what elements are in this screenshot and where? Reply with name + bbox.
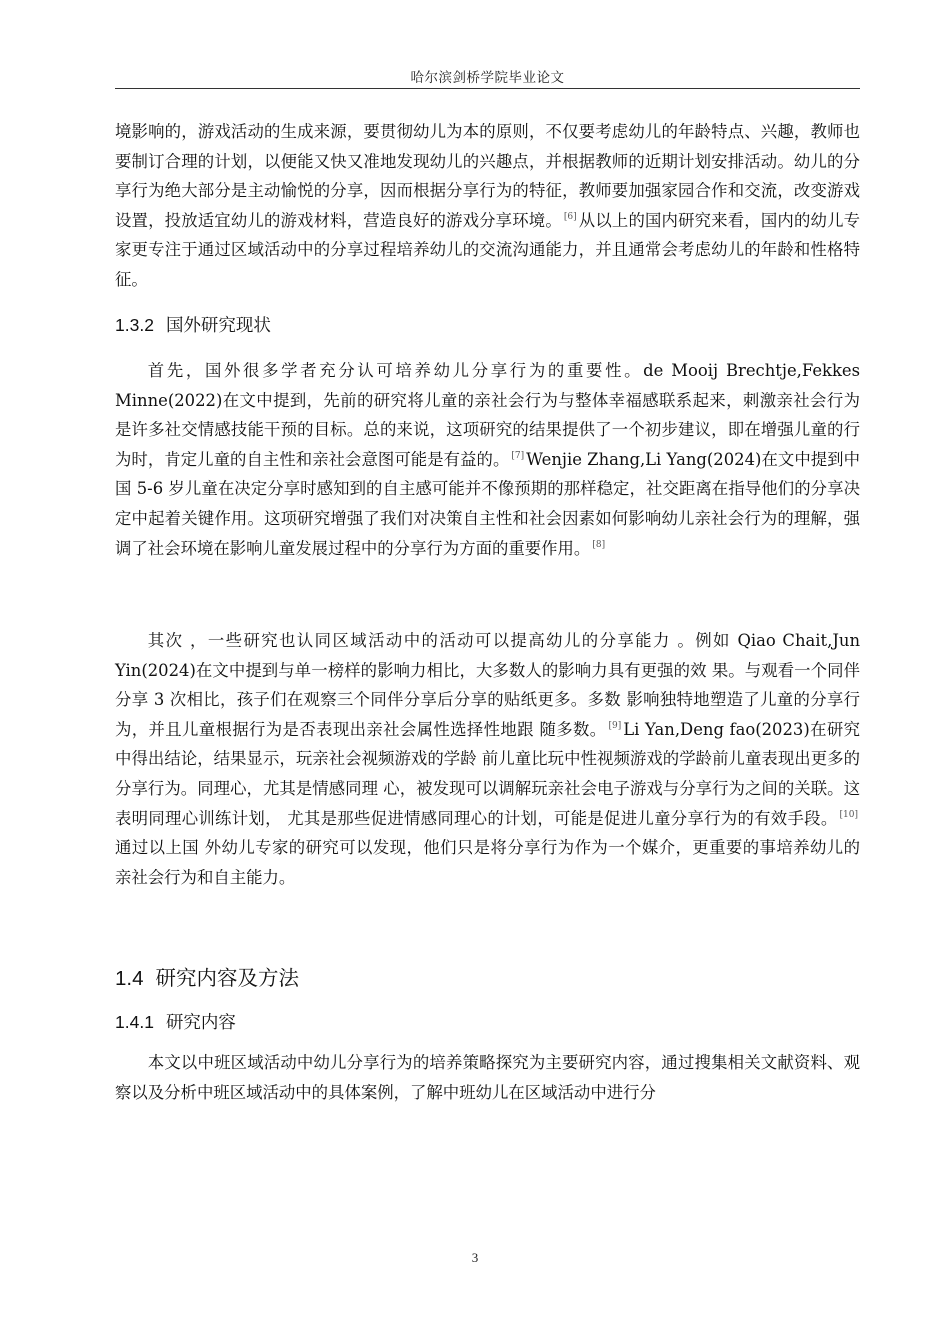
section-number: 1.4 [115,967,144,990]
paragraph-text: 从以上的国内研究来看，国内的幼儿专家更专注于通过区域活动中的分享过程培养幼儿的交流沟通能力，并且通常会考虑幼儿的年龄和性格特征。 [115,210,861,289]
page-number: 3 [471,1250,479,1265]
paragraph-foreign-research-2 [115,626,860,952]
section-number: 1.3.2 [115,315,154,335]
section-number: 1.4.1 [115,1012,154,1032]
paragraph-text: 通过以上国 外幼儿专家的研究可以发现，他们只是将分享行为作为一个媒介，更重要的事培养幼儿的 亲社会行为和自主能力。 [115,838,860,887]
paragraph-text: Wenjie Zhang,Li Yang(2024)在文中提到中国 5-6 岁儿童在决定分享时感知到的自主感可能并不像预期的那样稳定，社交距离在指导他们的分享决定中起着关键作用。这项研究增强了我们对决策自主性和社会因素如何影响幼儿亲社会行为的理解，强调了社会环境在影响儿童发展过程中的分享行为方面的重要作用。 [115,449,861,558]
section-title: 研究内容及方法 [155,966,299,990]
paragraph-text: 境影响的，游戏活动的生成来源，要贯彻幼儿为本的原则，不仅要考虑幼儿的年龄特点、兴趣，教师也要制订合理的计划，以便能又快又准地发现幼儿的兴趣点，并根据教师的近期计划安排活动。幼儿的分享行为绝大部分是主动愉悦的分享，因而根据分享行为的特征，教师要加强家园合作和交流，改变游戏设置，投放适宜幼儿的游戏材料，营造良好的游戏分享环境。 [115,122,860,230]
header-divider [115,88,860,89]
section-heading-1-4-1 [115,1010,860,1034]
paragraph-domestic-summary [115,117,860,309]
paragraph-text: 本文以中班区域活动中幼儿分享行为的培养策略探究为主要研究内容，通过搜集相关文献资料、观察以及分析中班区域活动中的具体案例，了解中班幼儿在区域活动中进行分 [115,1053,860,1102]
section-title: 国外研究现状 [165,316,271,336]
citation-ref: [7] [511,450,525,461]
section-heading-1-3-2 [115,313,860,337]
paragraph-text: Li Yan,Deng fao(2023)在研究中得出结论，结果显示，玩亲社会视频游戏的学龄 前儿童比玩中性视频游戏的学龄前儿童表现出更多的分享行为。同理心，尤其是情感同理 心，被发现可以调解玩亲社会电子游戏与分享行为之间的关联。这表明同理心训练计划， 尤其是那些促进情感同理心的计划，可能是促进儿童分享行为的有效手段。 [115,719,860,828]
citation-ref: [8] [592,539,606,550]
citation-ref: [9] [608,720,622,731]
paragraph-research-content [115,1048,860,1107]
citation-ref: [6] [563,211,577,222]
page-header: 哈尔滨剑桥学院毕业论文 [410,70,565,86]
citation-ref: [10] [839,809,858,820]
paragraph-foreign-research-1 [115,356,860,623]
paragraph-text: 其次 ，一些研究也认同区域活动中的活动可以提高幼儿的分享能力 。例如 Qiao Chait,Jun Yin(2024)在文中提到与单一榜样的影响力相比，大多数人的影响力具有更强的效 果。与观看一个同伴分享 3 次相比，孩子们在观察三个同伴分享后分享的贴纸更多。多数 影响独特地塑造了儿童的分享行为，并且儿童根据行为是否表现出亲社会属性选择性地跟 随多数。 [115,631,860,739]
section-title: 研究内容 [165,1013,236,1033]
body-content [115,117,860,1107]
paragraph-text: 首先，国外很多学者充分认可培养幼儿分享行为的重要性。de Mooij Brechtje,Fekkes Minne(2022)在文中提到，先前的研究将儿童的亲社会行为与整体幸福感联系起来，刺激亲社会行为是许多社交情感技能干预的目标。总的来说，这项研究的结果提供了一个初步建议，即在增强儿童的行为时，肯定儿童的自主性和亲社会意图可能是有益的。 [115,361,860,469]
section-heading-1-4 [115,964,860,992]
